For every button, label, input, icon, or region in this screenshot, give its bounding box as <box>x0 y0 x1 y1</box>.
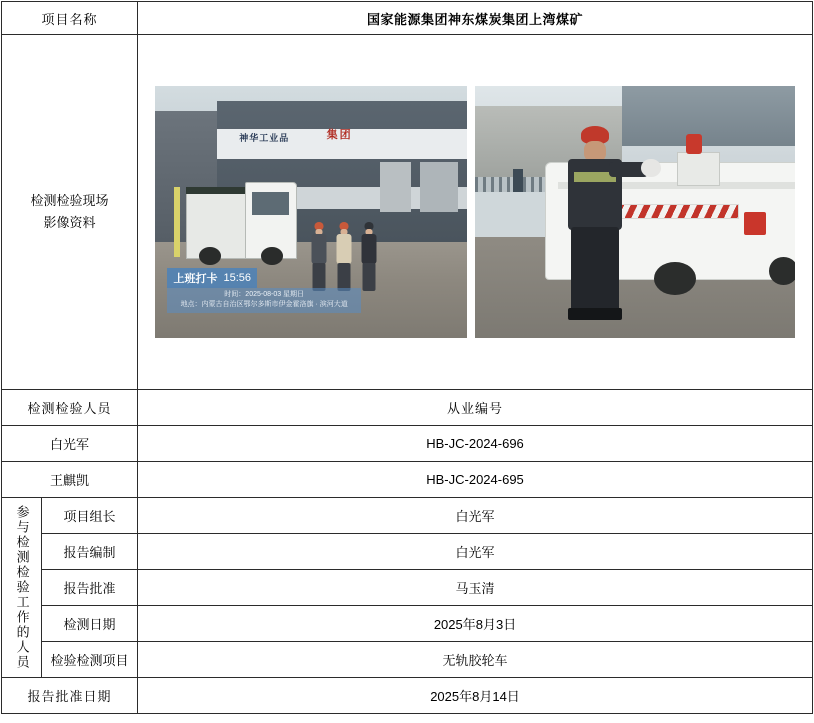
participant-role: 报告编制 <box>42 534 138 570</box>
table-row <box>2 498 813 534</box>
project-name-label: 项目名称 <box>2 2 138 35</box>
document-page <box>0 1 814 723</box>
watermark-date-line: 时间：2025-08-03 星期日 <box>224 290 305 298</box>
photo-truck-wheel-rear <box>261 247 283 265</box>
photo2-structure <box>622 86 795 146</box>
photo-watermark <box>167 268 360 313</box>
participant-role: 报告批准 <box>42 570 138 606</box>
inspector-name: 王麒凯 <box>2 462 138 498</box>
photo2-wheel-rear <box>654 262 696 295</box>
license-label: 从业编号 <box>138 390 813 426</box>
participant-value: 2025年8月3日 <box>138 606 813 642</box>
site-photo-worker-with-pickup <box>475 86 795 338</box>
participant-role: 检测日期 <box>42 606 138 642</box>
inspector-license: HB-JC-2024-695 <box>138 462 813 498</box>
media-cell <box>138 35 813 390</box>
photo2-warning-beacon <box>686 134 702 154</box>
photo-truck-wheel-front <box>199 247 221 265</box>
photo2-wheel-front <box>769 257 795 285</box>
photo-watermark-header <box>167 268 257 288</box>
inspector-name: 白光军 <box>2 426 138 462</box>
inspection-report-table <box>1 1 813 714</box>
watermark-title: 上班打卡 <box>173 272 218 285</box>
participants-label: 参与检测检验工作的人员 <box>14 505 30 670</box>
photo2-roof-box <box>677 152 721 187</box>
site-photo-truck-with-crew <box>155 86 467 338</box>
media-label <box>2 35 138 390</box>
photo2-distant-person <box>513 169 523 192</box>
table-row <box>2 426 813 462</box>
photo-person-right <box>358 222 380 298</box>
photo2-worker-glove <box>641 159 660 177</box>
building-sign-text: 神华工业品 <box>239 133 290 144</box>
photo2-worker-legs <box>571 227 619 313</box>
participant-role: 检验检测项目 <box>42 642 138 678</box>
watermark-location-line: 地点：内蒙古自治区鄂尔多斯市伊金霍洛旗 · 滨河大道 <box>180 301 348 309</box>
media-label-line1: 检测检验现场 <box>30 192 109 208</box>
table-row <box>2 534 813 570</box>
participant-value: 无轨胶轮车 <box>138 642 813 678</box>
photo-yellow-post <box>174 187 180 258</box>
approval-date-value: 2025年8月14日 <box>138 678 813 714</box>
photo-truck-window <box>252 192 289 215</box>
table-row <box>2 606 813 642</box>
participant-value: 白光军 <box>138 534 813 570</box>
table-row-media <box>2 35 813 390</box>
building-sign-text-red: 集团 <box>326 129 353 142</box>
table-row <box>2 2 813 35</box>
photo-person-torso <box>311 234 326 264</box>
project-name-value: 国家能源集团神东煤炭集团上湾煤矿 <box>138 2 813 35</box>
photo-person-torso <box>336 234 351 264</box>
participant-value: 马玉清 <box>138 570 813 606</box>
photo-truck-rail <box>186 187 248 195</box>
photo2-tail-light <box>744 212 766 235</box>
table-row <box>2 390 813 426</box>
media-photos <box>138 82 812 342</box>
photo-person-legs <box>362 263 375 291</box>
photo-door-right <box>420 162 457 212</box>
participant-value: 白光军 <box>138 498 813 534</box>
participant-role: 项目组长 <box>42 498 138 534</box>
table-row <box>2 678 813 714</box>
photo-door-left <box>380 162 411 212</box>
watermark-time: 15:56 <box>223 271 251 284</box>
inspector-license: HB-JC-2024-696 <box>138 426 813 462</box>
photo2-worker-shoes <box>568 308 622 321</box>
approval-date-label: 报告批准日期 <box>2 678 138 714</box>
media-label-line2: 影像资料 <box>43 215 96 230</box>
table-row <box>2 570 813 606</box>
participants-label-cell <box>2 498 42 678</box>
photo-watermark-body <box>167 288 360 313</box>
table-row <box>2 642 813 678</box>
table-row <box>2 462 813 498</box>
inspector-label: 检测检验人员 <box>2 390 138 426</box>
photo-person-torso <box>361 234 376 264</box>
